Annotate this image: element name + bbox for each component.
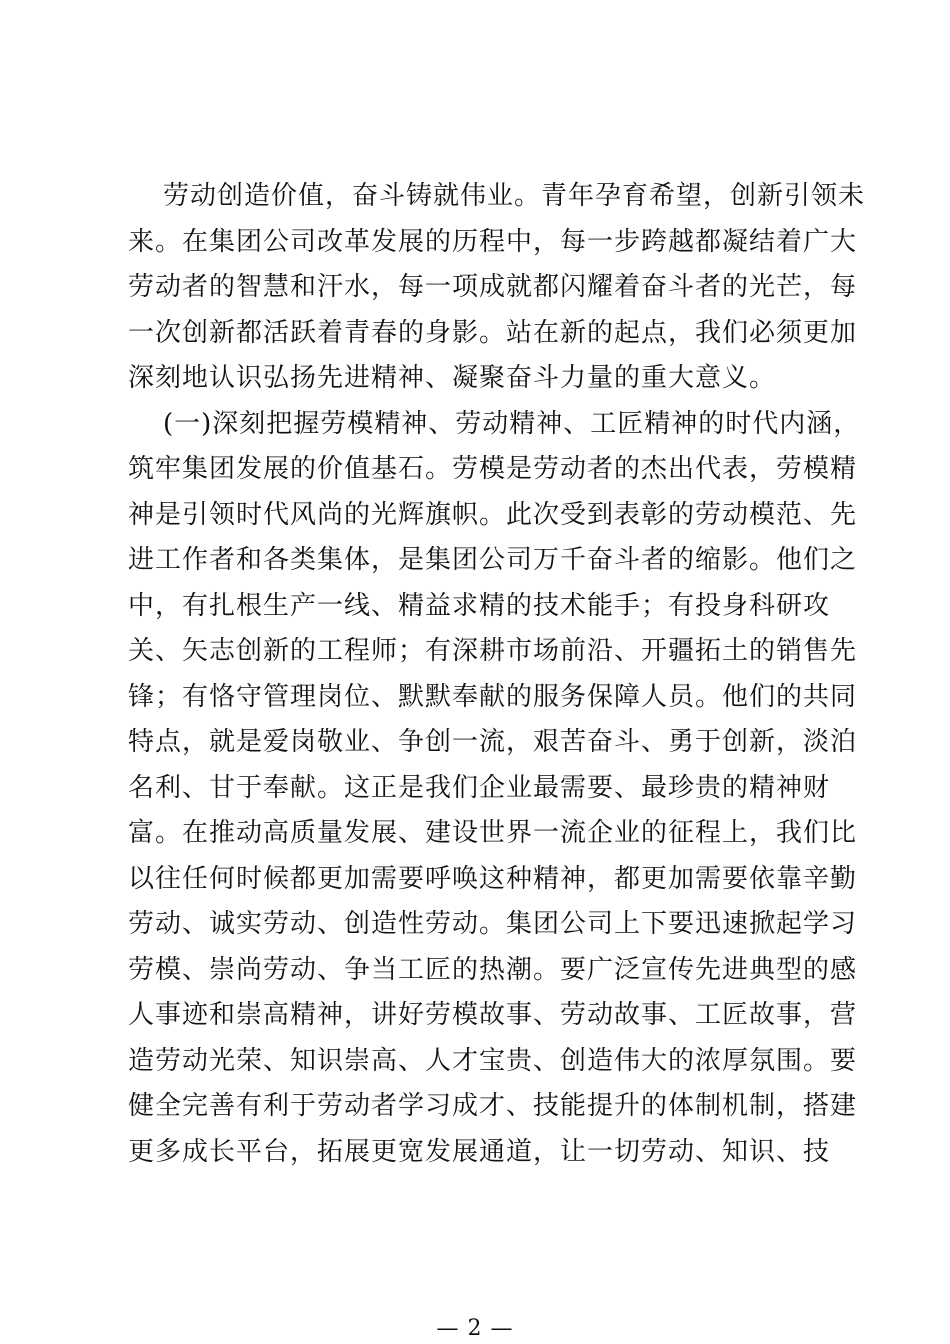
text-line: 一次创新都活跃着青春的身影。站在新的起点，我们必须更加 <box>128 318 858 348</box>
text-line: 劳动、诚实劳动、创造性劳动。集团公司上下要迅速掀起学习 <box>128 909 858 939</box>
text-line: 健全完善有利于劳动者学习成才、技能提升的体制机制，搭建 <box>128 1091 858 1121</box>
text-line: 筑牢集团发展的价值基石。劳模是劳动者的杰出代表，劳模精 <box>128 454 858 484</box>
text-line: 名利、甘于奉献。这正是我们企业最需要、最珍贵的精神财 <box>128 773 831 803</box>
text-line: 更多成长平台，拓展更宽发展通道，让一切劳动、知识、技 <box>128 1137 831 1167</box>
text-line: 劳模、崇尚劳动、争当工匠的热潮。要广泛宣传先进典型的感 <box>128 955 858 985</box>
text-line: 以往任何时候都更加需要呼唤这种精神，都更加需要依靠辛勤 <box>128 864 858 894</box>
text-line: 锋；有恪守管理岗位、默默奉献的服务保障人员。他们的共同 <box>128 682 858 712</box>
text-line: 人事迹和崇高精神，讲好劳模故事、劳动故事、工匠故事，营 <box>128 1000 858 1030</box>
text-line: 中，有扎根生产一线、精益求精的技术能手；有投身科研攻 <box>128 591 831 621</box>
text-line: 特点，就是爱岗敬业、争创一流，艰苦奋斗、勇于创新，淡泊 <box>128 727 858 757</box>
text-line: 关、矢志创新的工程师；有深耕市场前沿、开疆拓土的销售先 <box>128 636 858 666</box>
text-line: 神是引领时代风尚的光辉旗帜。此次受到表彰的劳动模范、先 <box>128 500 858 530</box>
page-number: — 2 — <box>436 1316 514 1341</box>
text-line: 造劳动光荣、知识崇高、人才宝贵、创造伟大的浓厚氛围。要 <box>128 1046 858 1076</box>
text-line: 富。在推动高质量发展、建设世界一流企业的征程上，我们比 <box>128 818 858 848</box>
text-line: 深刻地认识弘扬先进精神、凝聚奋斗力量的重大意义。 <box>128 363 777 393</box>
section-heading: (一)深刻把握劳模精神、劳动精神、工匠精神的时代内涵， <box>163 409 861 439</box>
text-line: 劳动创造价值，奋斗铸就伟业。青年孕育希望，创新引领未 <box>163 181 866 211</box>
text-line: 进工作者和各类集体，是集团公司万千奋斗者的缩影。他们之 <box>128 545 858 575</box>
text-line: 劳动者的智慧和汗水，每一项成就都闪耀着奋斗者的光芒，每 <box>128 272 858 302</box>
text-line: 来。在集团公司改革发展的历程中，每一步跨越都凝结着广大 <box>128 227 858 257</box>
